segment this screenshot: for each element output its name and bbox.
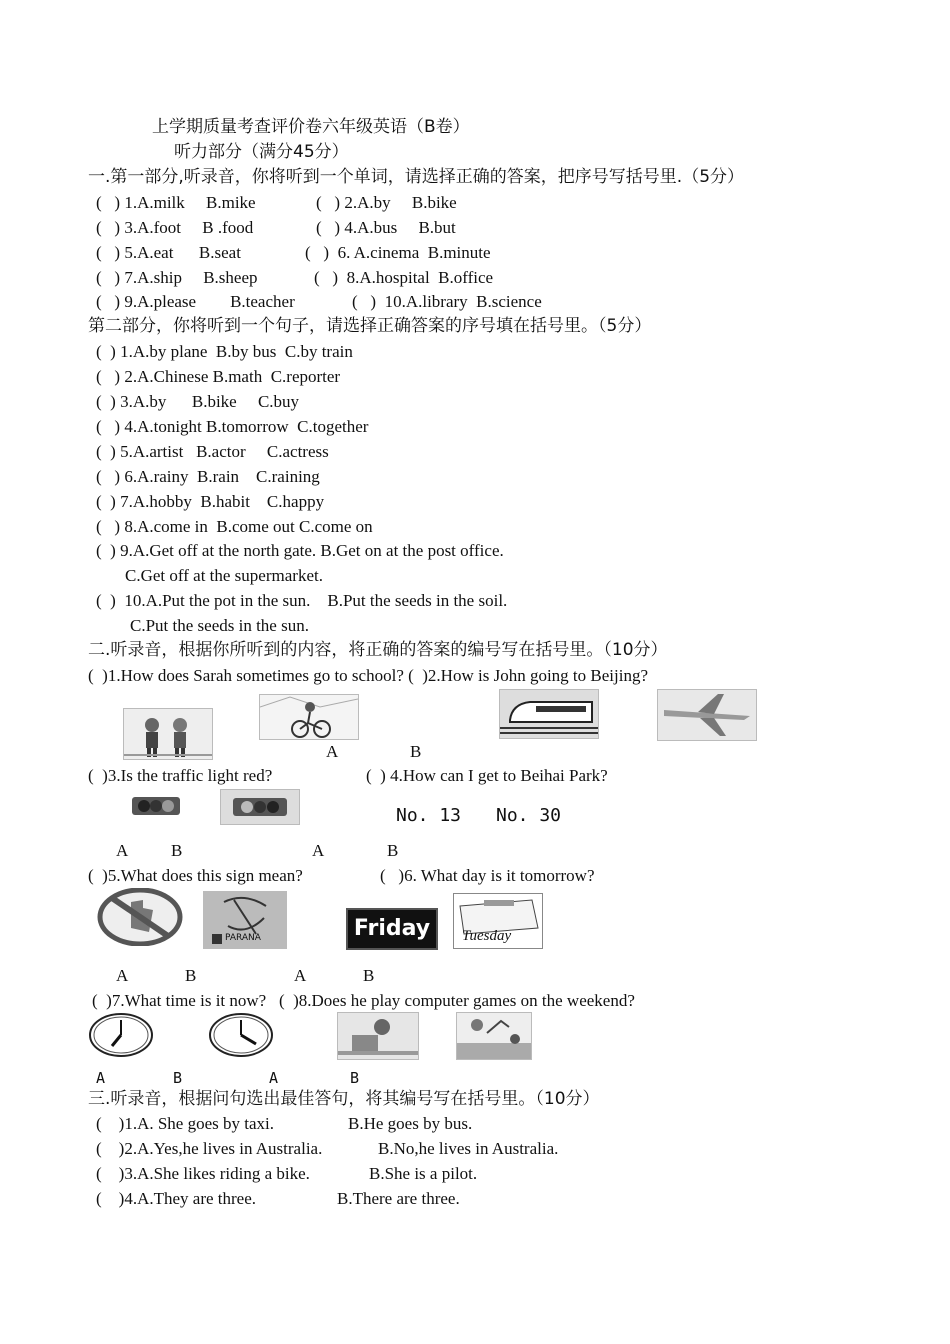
traffic-light-a-image bbox=[130, 789, 182, 823]
s1-row1-left: ( ) 1.A.milk B.mike bbox=[96, 193, 256, 212]
boy-on-bike-image bbox=[259, 694, 359, 740]
s1b-line-9c: C.Get off at the supermarket. bbox=[125, 566, 323, 585]
friday-text: Friday bbox=[353, 916, 431, 941]
s3-line3-a: ( )3.A.She likes riding a bike. bbox=[96, 1164, 310, 1183]
bus-number-a: No. 13 bbox=[396, 805, 462, 826]
s3-line2-a: ( )2.A.Yes,he lives in Australia. bbox=[96, 1139, 323, 1158]
q3-label-a: A bbox=[116, 841, 129, 860]
q8-label-a: A bbox=[269, 1069, 279, 1087]
clock-a-image bbox=[88, 1012, 154, 1058]
page-title: 上学期质量考查评价卷六年级英语（B卷） bbox=[152, 117, 470, 137]
tuesday-calendar-image bbox=[453, 893, 543, 949]
s1b-line-9: ( ) 9.A.Get off at the north gate. B.Get on at the post office. bbox=[96, 541, 504, 560]
s1b-line-7: ( ) 7.A.hobby B.habit C.happy bbox=[96, 492, 325, 511]
q8-label-b: B bbox=[350, 1069, 360, 1087]
q4-label-b: B bbox=[387, 841, 399, 860]
s1b-line-5: ( ) 5.A.artist B.actor C.actress bbox=[96, 442, 329, 461]
q3-label-b: B bbox=[171, 841, 183, 860]
train-image bbox=[499, 689, 599, 739]
s1b-line-1: ( ) 1.A.by plane B.by bus C.by train bbox=[96, 342, 353, 361]
s1-row5-left: ( ) 9.A.please B.teacher bbox=[96, 292, 295, 311]
s3-line4-a: ( )4.A.They are three. bbox=[96, 1189, 257, 1208]
section-1b-heading: 第二部分，你将听到一个句子，请选择正确答案的序号填在括号里。（5分） bbox=[88, 316, 652, 336]
s3-line1-b: B.He goes by bus. bbox=[348, 1114, 473, 1133]
s2-q7-q8: ( )7.What time is it now? ( )8.Does he play computer games on the weekend? bbox=[92, 991, 635, 1010]
q1-label-b: B bbox=[410, 742, 422, 761]
s1b-line-8: ( ) 8.A.come in B.come out C.come on bbox=[96, 517, 373, 536]
s1-row1-right: ( ) 2.A.by B.bike bbox=[316, 193, 457, 212]
s2-q4: ( ) 4.How can I get to Beihai Park? bbox=[366, 766, 608, 785]
s1b-line-4: ( ) 4.A.tonight B.tomorrow C.together bbox=[96, 417, 369, 436]
s2-q5: ( )5.What does this sign mean? bbox=[88, 866, 303, 885]
section-3-heading: 三.听录音，根据问句选出最佳答句，将其编号写在括号里。（10分） bbox=[88, 1089, 600, 1109]
q7-label-a: A bbox=[96, 1069, 106, 1087]
parana-sign-text: PARANA bbox=[225, 933, 261, 943]
section-2-heading: 二.听录音，根据你所听到的内容，将正确的答案的编号写在括号里。（10分） bbox=[88, 640, 668, 660]
s1-row4-left: ( ) 7.A.ship B.sheep bbox=[96, 268, 258, 287]
q5-label-b: B bbox=[185, 966, 197, 985]
s1-row2-left: ( ) 3.A.foot B .food bbox=[96, 218, 254, 237]
s1b-line-10c: C.Put the seeds in the sun. bbox=[130, 616, 309, 635]
s2-q3: ( )3.Is the traffic light red? bbox=[88, 766, 273, 785]
parana-sign-image bbox=[203, 891, 287, 949]
outdoor-play-image bbox=[456, 1012, 532, 1060]
s1-row3-right: ( ) 6. A.cinema B.minute bbox=[305, 243, 491, 262]
clock-b-image bbox=[208, 1012, 274, 1058]
s1b-line-3: ( ) 3.A.by B.bike C.buy bbox=[96, 392, 300, 411]
q6-label-a: A bbox=[294, 966, 307, 985]
page-subtitle: 听力部分（满分45分） bbox=[174, 142, 349, 162]
q4-label-a: A bbox=[312, 841, 325, 860]
no-touch-sign-image bbox=[97, 888, 183, 946]
plane-image bbox=[657, 689, 757, 741]
s1b-line-6: ( ) 6.A.rainy B.rain C.raining bbox=[96, 467, 320, 486]
bus-number-b: No. 30 bbox=[496, 805, 562, 826]
s3-line2-b: B.No,he lives in Australia. bbox=[378, 1139, 559, 1158]
section-1-heading: 一.第一部分,听录音，你将听到一个单词，请选择正确的答案，把序号写括号里.（5分） bbox=[88, 167, 745, 187]
s1-row3-left: ( ) 5.A.eat B.seat bbox=[96, 243, 241, 262]
s3-line3-b: B.She is a pilot. bbox=[369, 1164, 478, 1183]
s3-line4-b: B.There are three. bbox=[337, 1189, 460, 1208]
q6-label-b: B bbox=[363, 966, 375, 985]
s2-q1-q2: ( )1.How does Sarah sometimes go to school? ( )2.How is John going to Beijing? bbox=[88, 666, 648, 685]
boy-computer-image bbox=[337, 1012, 419, 1060]
s1-row2-right: ( ) 4.A.bus B.but bbox=[316, 218, 456, 237]
children-walking-image bbox=[123, 708, 213, 760]
s1-row5-right: ( ) 10.A.library B.science bbox=[352, 292, 542, 311]
s1b-line-10: ( ) 10.A.Put the pot in the sun. B.Put the seeds in the soil. bbox=[96, 591, 508, 610]
s1b-line-2: ( ) 2.A.Chinese B.math C.reporter bbox=[96, 367, 341, 386]
s3-line1-a: ( )1.A. She goes by taxi. bbox=[96, 1114, 275, 1133]
s1-row4-right: ( ) 8.A.hospital B.office bbox=[314, 268, 494, 287]
q5-label-a: A bbox=[116, 966, 129, 985]
traffic-light-b-image bbox=[220, 789, 300, 825]
q7-label-b: B bbox=[173, 1069, 183, 1087]
q1-label-a: A bbox=[326, 742, 339, 761]
friday-image bbox=[346, 908, 438, 950]
s2-q6: ( )6. What day is it tomorrow? bbox=[380, 866, 595, 885]
tuesday-text: Tuesday bbox=[462, 928, 512, 944]
